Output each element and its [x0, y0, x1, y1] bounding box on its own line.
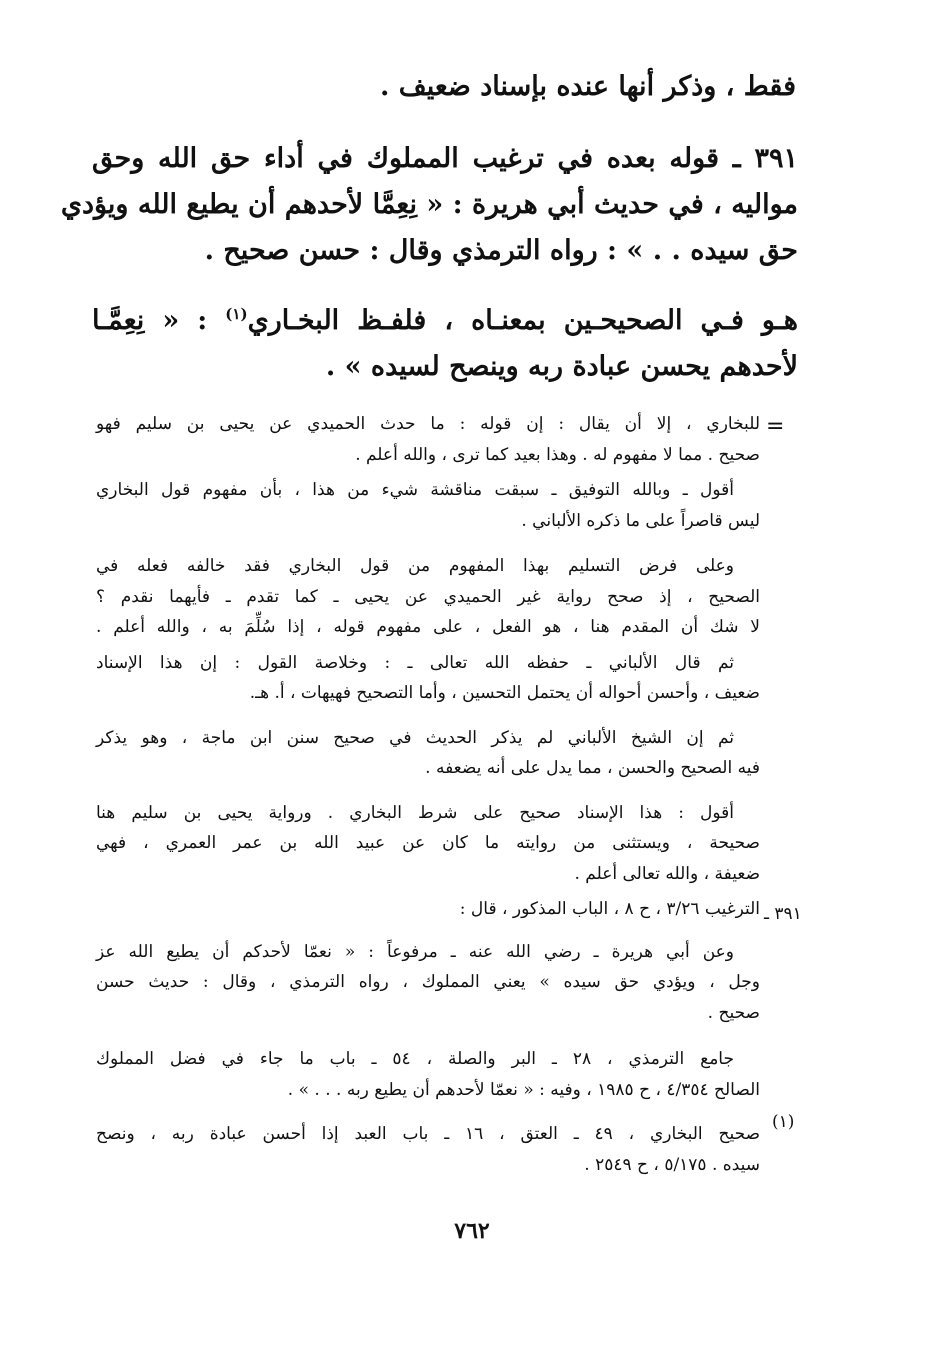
- note-line: أقول ـ وبالله التوفيق ـ سبقت مناقشة شيء من هذا ، بأن مفهوم قول البخاري: [96, 480, 734, 500]
- continued-text-line: فقط ، وذكر أنها عنده بإسناد ضعيف .: [380, 71, 796, 102]
- note-line: صحيحة ، ويستثنى من روايته ما كان عن عبيد الله بن عمر العمري ، فهي: [96, 833, 760, 853]
- note-391-number: ٣٩١ ـ: [764, 904, 802, 924]
- note-line: ثم قال الألباني ـ حفظه الله تعالى ـ : وخلاصة القول : إن هذا الإسناد: [96, 652, 734, 673]
- footnote-1-number: (١): [772, 1112, 795, 1132]
- note-line: صحيح . مما لا مفهوم له . وهذا بعيد كما ترى ، والله أعلم .: [355, 444, 760, 465]
- note-line: ليس قاصراً على ما ذكره الألباني .: [521, 510, 760, 531]
- note-line: صحيح البخاري ، ٤٩ ـ العتق ، ١٦ ـ باب العبد إذا أحسن عبادة ربه ، ونصح: [96, 1124, 760, 1144]
- note-line: صحيح .: [707, 1002, 760, 1023]
- note-line: وعن أبي هريرة ـ رضي الله عنه ـ مرفوعاً : « نعمّا لأحدكم أن يطيع الله عز: [96, 941, 734, 962]
- commentary-line-2: لأحدهم يحسن عبادة ربه وينصح لسيده » .: [325, 351, 798, 382]
- note-line: لا شك أن المقدم هنا ، هو الفعل ، على مفهوم قوله ، إذا سُلِّمَ به ، والله أعلم .: [96, 617, 760, 637]
- note-line: الصالح ٤/٣٥٤ ، ح ١٩٨٥ ، وفيه : « نعمّا لأحدهم أن يطيع ربه . . . » .: [287, 1079, 760, 1100]
- commentary-paragraph: [92, 298, 798, 390]
- note-line: فيه الصحيح والحسن ، مما يدل على أنه يضعفه .: [425, 758, 760, 778]
- note-line: ضعيفة ، والله تعالى أعلم .: [574, 863, 760, 884]
- hadith-391-line-2: مواليه ، في حديث أبي هريرة : « نِعِمَّا لأحدهم أن يطيع الله ويؤدي: [60, 189, 798, 220]
- note-line: وجل ، ويؤدي حق سيده » يعني المملوك ، رواه الترمذي ، وقال : حديث حسن: [96, 972, 760, 992]
- note-line: ضعيف ، وأحسن أحواله أن يحتمل التحسين ، وأما التصحيح فهيهات ، أ. هـ.: [249, 683, 760, 703]
- footnote-continuation-mark: =: [766, 414, 785, 439]
- commentary-line-1: [92, 298, 798, 344]
- hadith-391-line-3: حق سيده . . » : رواه الترمذي وقال : حسن صحيح .: [204, 235, 798, 266]
- note-line: وعلى فرض التسليم بهذا المفهوم من قول البخاري فقد خالفه فعله في: [96, 556, 734, 576]
- footnotes-section: [96, 404, 760, 1185]
- commentary-line-1-start: هـو فـي الصحيحـين بمعنـاه ، فلفـظ البخـاري: [247, 305, 798, 336]
- commentary-line-1-end: : « نِعِمَّـا: [92, 305, 226, 336]
- hadith-391-line-1: ٣٩١ ـ قوله بعده في ترغيب المملوك في أداء حق الله وحق: [92, 143, 798, 174]
- note-line: الترغيب ٣/٢٦ ، ح ٨ ، الباب المذكور ، قال :: [459, 899, 760, 919]
- page-number: ٧٦٢: [454, 1218, 490, 1244]
- note-line: الصحيح ، إذ صحح رواية غير الحميدي عن يحيى ـ كما تقدم ـ فأيهما نقدم ؟: [96, 586, 760, 607]
- note-line: أقول : هذا الإسناد صحيح على شرط البخاري . ورواية يحيى بن سليم هنا: [96, 802, 734, 823]
- note-line: سيده . ٥/١٧٥ ، ح ٢٥٤٩ .: [584, 1154, 760, 1175]
- note-line: للبخاري ، إلا أن يقال : إن قوله : ما حدث الحميدي عن يحيى بن سليم فهو: [96, 414, 760, 434]
- footnote-reference[interactable]: (١): [225, 305, 248, 323]
- note-line: ثم إن الشيخ الألباني لم يذكر الحديث في صحيح سنن ابن ماجة ، وهو يذكر: [96, 727, 734, 748]
- note-line: جامع الترمذي ، ٢٨ ـ البر والصلة ، ٥٤ ـ باب ما جاء في فضل المملوك: [96, 1049, 734, 1069]
- hadith-391-paragraph: [60, 136, 798, 274]
